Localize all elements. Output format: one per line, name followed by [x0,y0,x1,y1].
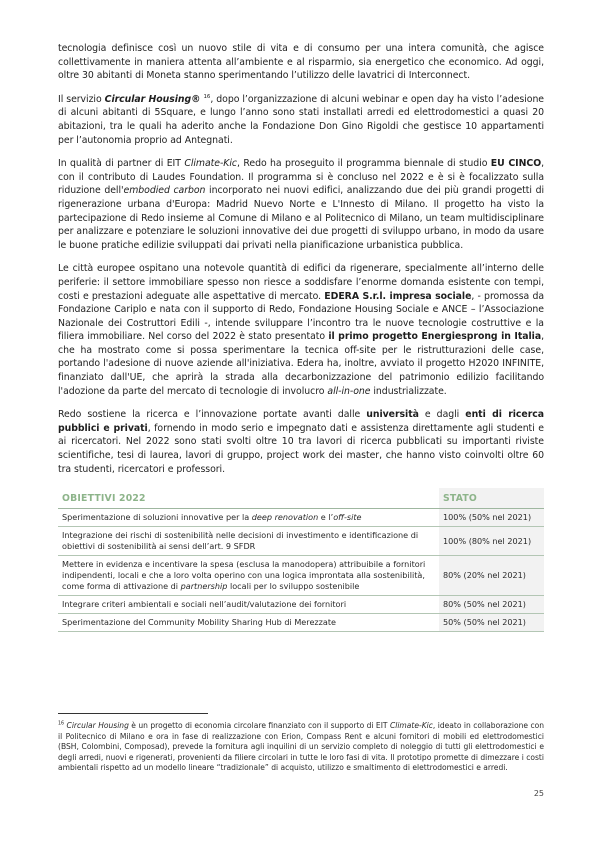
table-row [58,556,544,596]
bold-text: università [366,409,419,421]
text: , dopo l’organizzazione di alcuni webinar e open day ha visto l’adesione di alcuni abitanti di 5Square, e lungo l’anno sono stati installati arredi ed elettrodomestici a quasi 20 abitazioni, tra le quali ha aderito anche la Fondazione Don Gino Rigoldi che gestisce 10 appartamenti per l’autonomia proprio ad Antegnati. [58,93,545,146]
bold-text: enti di ricerca pubblici e privati [58,409,544,434]
objective-cell: Sperimentazione del Community Mobility Sharing Hub di Merezzate [58,614,439,632]
text: , fornendo in modo serio e impegnato dati e assistenza direttamente agli studenti e ai ricercatori. Nel 2022 sono stati svolti oltre 10 tra lavori di ricerca pubblicati su importanti riviste scientifiche, tesi di laurea, lavori di gruppo, project work dei master, che hanno visto coinvolti oltre 60 tra studenti, ricercatori e professori. [58,422,544,475]
text: , ideato in collaborazione con il Politecnico di Milano e ora in fase di realizzazione con Erion, Compass Rent e alcuni fornitori di mobili ed elettrodomestici (BSH, Colombini, Composad), prevede la fornitura agli inquilini di un servizio completo di noleggio di tutti gli elettrodomestici e degli arredi, nuovi e rigenerati, provenienti da filiere circolari in tutte le loro fasi di vita. Il prototipo promette di dimezzare i costi ambientali rispetto ad un modello lineare “tradizionale” di acquisto, utilizzo e smaltimento di elettrodomestici e arredi. [58,721,544,773]
objective-cell: Integrare criteri ambientali e sociali nell’audit/valutazione dei fornitori [58,596,439,614]
italic-text: all-in-one [327,385,371,397]
text: industrializzate. [370,385,447,397]
status-cell: 100% (50% nel 2021) [439,509,544,527]
table-header-row [58,488,544,509]
status-cell: 80% (50% nel 2021) [439,596,544,614]
footnote-16 [58,721,544,774]
text: Sperimentazione di soluzioni innovative per la [62,512,252,523]
text: locali per lo sviluppo sostenibile [227,581,360,592]
footnote-divider [58,713,208,714]
status-cell: 80% (20% nel 2021) [439,556,544,596]
circular-housing-term: Circular Housing® [104,93,201,105]
italic-text: Climate-Kic [184,158,237,170]
text: , che ha mostrato come si possa sperimentare la tecnica off-site per le ristrutturazioni delle case, portando l'adesione di nuove aziende all'iniziativa. Edera ha, inoltre, avviato il progetto H2020 INFINITE, finanziato dall'UE, che aprirà la strada alla decarbonizzazione del patrimonio edilizio facilitando l'adozione da parte del mercato di tecnologie di involucro [58,331,545,397]
text: Le città europee ospitano una notevole quantità di edifici da rigenerare, specialmente all’interno delle periferie: il settore immobiliare spesso non riesce a soddisfare l’enorme domanda esistente con tempi, costi e prestazioni adeguate alle aspettative di mercato. [58,263,544,302]
paragraph-research [58,408,544,476]
header-status: STATO [439,488,544,509]
status-cell: 100% (80% nel 2021) [439,527,544,556]
objective-cell [58,556,439,596]
italic-text: deep renovation [251,512,319,523]
objective-cell: Integrazione dei rischi di sostenibilità nelle decisioni di investimento e identificazione di obiettivi di sostenibilità ai sensi dell’art. 9 SFDR [58,527,439,556]
objective-cell [58,509,439,527]
paragraph-edera [58,262,544,398]
header-objectives: OBIETTIVI 2022 [58,488,439,509]
table-row [58,596,544,614]
text: incorporato nei nuovi edifici, analizzando due dei più grandi progetti di rigenerazione urbana d'Europa: Madrid Nuevo Norte e L'Innesto di Milano. Il progetto ha visto la partecipazione di Redo insieme al Comune di Milano e al Politecnico di Milano, un team multidisciplinare per analizzare e potenziare le soluzioni innovative dei due progetti di sviluppo urbano, in modo da usare le buone pratiche edilizie sviluppati dai privati nella pianificazione urbanistica pubblica. [58,185,544,251]
italic-text: embodied carbon [123,185,206,197]
text: In qualità di partner di EIT [58,158,185,170]
text: e l’ [318,512,334,523]
text: e dagli [418,409,466,421]
paragraph-interconnect: tecnologia definisce così un nuovo stile di vita e di consumo per una intera comunità, che agisce collettivamente in maniera attenta all’ambiente e al risparmio, sia energetico che economico. Ad oggi, oltre 30 abitanti di Moneta stanno sperimentando l’utilizzo delle lavatrici di Interconnect. [58,43,544,82]
footnote-ref[interactable]: 16 [203,93,211,100]
table-row [58,509,544,527]
italic-text: partnership [180,581,228,592]
page-number: 25 [533,789,544,798]
bold-text: il primo progetto Energiesprong in Italia [328,331,542,343]
text: Mettere in evidenza e incentivare la spesa (esclusa la manodopera) attribuibile a fornitori indipendenti, locali e che a loro volta operino con una logica improntata alla sostenibilità, come forma di attivazione di [62,559,426,592]
text: Il servizio [58,93,105,105]
objectives-table [58,488,544,632]
italic-text: Circular Housing [66,721,129,730]
text: , con il contributo di Laudes Foundation. Il programma si è concluso nel 2022 e è si è focalizzato sulla riduzione dell' [58,158,545,197]
footnote-number: 16 [58,721,65,727]
bold-text: EU CINCO [490,158,542,170]
italic-text: Climate-Kic [389,721,433,730]
text: , Redo ha proseguito il programma biennale di studio [237,158,491,170]
text: , - promossa da Fondazione Cariplo e nata con il supporto di Redo, Fondazione Housing Sociale e ANCE – l’Associazione Nazionale dei Costruttori Edili -, intende sviluppare l’incontro tra le nuove tecnologie costruttive e la filiera immobiliare. Nel corso del 2022 è stato presentato [58,290,544,343]
bold-text: EDERA S.r.l. impresa sociale [324,290,472,302]
status-cell: 50% (50% nel 2021) [439,614,544,632]
table-row [58,614,544,632]
text: Redo sostiene la ricerca e l’innovazione portate avanti dalle [58,409,367,421]
italic-text: off-site [333,512,362,523]
paragraph-eu-cinco [58,157,544,252]
text: è un progetto di economia circolare finanziato con il supporto di EIT [128,721,390,730]
page-content [58,42,544,632]
table-row [58,527,544,556]
paragraph-circular-housing [58,93,544,147]
